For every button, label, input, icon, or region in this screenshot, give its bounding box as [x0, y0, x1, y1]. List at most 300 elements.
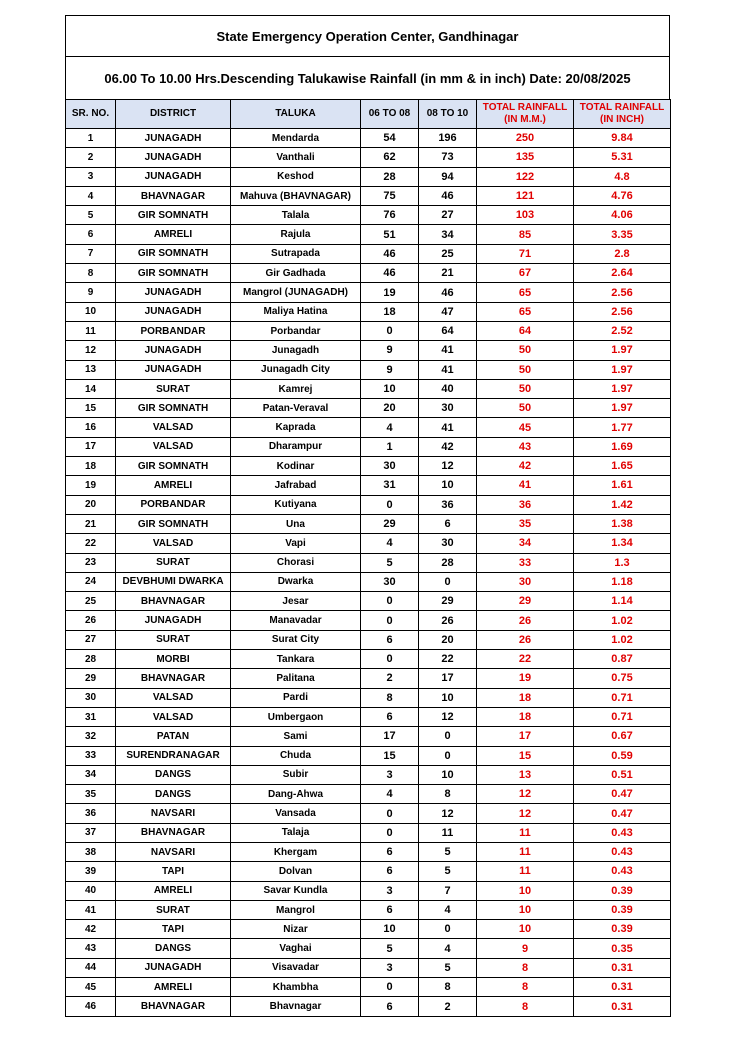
cell-sr-no: 39 — [66, 862, 116, 881]
cell-total-mm: 8 — [477, 978, 574, 997]
cell-total-mm: 50 — [477, 360, 574, 379]
cell-sr-no: 19 — [66, 476, 116, 495]
table-row — [66, 534, 671, 553]
cell-08-to-10: 6 — [419, 514, 477, 533]
cell-district: SURAT — [116, 553, 231, 572]
cell-district: VALSAD — [116, 707, 231, 726]
cell-06-to-08: 62 — [361, 148, 419, 167]
cell-08-to-10: 21 — [419, 264, 477, 283]
cell-06-to-08: 0 — [361, 978, 419, 997]
cell-district: JUNAGADH — [116, 611, 231, 630]
header-total-mm-line1: TOTAL RAINFALL — [482, 102, 568, 113]
cell-total-mm: 26 — [477, 611, 574, 630]
cell-total-inch: 0.59 — [574, 746, 671, 765]
cell-district: PATAN — [116, 727, 231, 746]
cell-district: JUNAGADH — [116, 167, 231, 186]
cell-district: DANGS — [116, 765, 231, 784]
header-total-inch — [574, 100, 671, 129]
table-row — [66, 379, 671, 398]
header-total-inch-line2: (IN INCH) — [600, 114, 644, 125]
cell-total-mm: 29 — [477, 592, 574, 611]
cell-total-inch: 0.67 — [574, 727, 671, 746]
cell-taluka: Keshod — [231, 167, 361, 186]
cell-sr-no: 45 — [66, 978, 116, 997]
table-row — [66, 457, 671, 476]
table-row — [66, 785, 671, 804]
cell-total-mm: 12 — [477, 804, 574, 823]
cell-taluka: Jafrabad — [231, 476, 361, 495]
cell-taluka: Manavadar — [231, 611, 361, 630]
cell-taluka: Mahuva (BHAVNAGAR) — [231, 186, 361, 205]
cell-06-to-08: 5 — [361, 939, 419, 958]
cell-total-inch: 0.43 — [574, 842, 671, 861]
cell-sr-no: 18 — [66, 457, 116, 476]
cell-district: AMRELI — [116, 476, 231, 495]
cell-district: SURAT — [116, 379, 231, 398]
cell-total-mm: 103 — [477, 206, 574, 225]
cell-district: PORBANDAR — [116, 321, 231, 340]
cell-sr-no: 2 — [66, 148, 116, 167]
cell-08-to-10: 4 — [419, 939, 477, 958]
cell-total-inch: 0.87 — [574, 650, 671, 669]
cell-06-to-08: 3 — [361, 881, 419, 900]
cell-district: MORBI — [116, 650, 231, 669]
table-row — [66, 958, 671, 977]
cell-taluka: Junagadh — [231, 341, 361, 360]
cell-06-to-08: 76 — [361, 206, 419, 225]
cell-06-to-08: 6 — [361, 707, 419, 726]
table-row — [66, 746, 671, 765]
cell-total-mm: 50 — [477, 399, 574, 418]
cell-06-to-08: 54 — [361, 129, 419, 148]
report-subtitle: 06.00 To 10.00 Hrs.Descending Talukawise Rainfall (in mm & in inch) Date: 20/08/2025 — [65, 56, 670, 99]
cell-sr-no: 33 — [66, 746, 116, 765]
cell-sr-no: 22 — [66, 534, 116, 553]
cell-06-to-08: 0 — [361, 592, 419, 611]
cell-taluka: Vansada — [231, 804, 361, 823]
table-row — [66, 804, 671, 823]
header-08-to-10: 08 TO 10 — [419, 100, 477, 129]
cell-district: JUNAGADH — [116, 283, 231, 302]
cell-taluka: Dang-Ahwa — [231, 785, 361, 804]
cell-district: SURAT — [116, 900, 231, 919]
cell-taluka: Savar Kundla — [231, 881, 361, 900]
cell-sr-no: 25 — [66, 592, 116, 611]
cell-district: DEVBHUMI DWARKA — [116, 572, 231, 591]
cell-06-to-08: 75 — [361, 186, 419, 205]
cell-district: GIR SOMNATH — [116, 514, 231, 533]
cell-total-inch: 1.97 — [574, 341, 671, 360]
cell-taluka: Palitana — [231, 669, 361, 688]
cell-sr-no: 37 — [66, 823, 116, 842]
cell-total-mm: 9 — [477, 939, 574, 958]
cell-08-to-10: 11 — [419, 823, 477, 842]
cell-total-inch: 0.39 — [574, 881, 671, 900]
cell-sr-no: 43 — [66, 939, 116, 958]
cell-total-inch: 0.47 — [574, 785, 671, 804]
table-row — [66, 514, 671, 533]
cell-sr-no: 28 — [66, 650, 116, 669]
table-row — [66, 765, 671, 784]
cell-total-inch: 2.56 — [574, 283, 671, 302]
cell-total-inch: 4.76 — [574, 186, 671, 205]
cell-08-to-10: 12 — [419, 804, 477, 823]
cell-taluka: Vanthali — [231, 148, 361, 167]
cell-sr-no: 46 — [66, 997, 116, 1016]
table-row — [66, 920, 671, 939]
cell-total-inch: 2.56 — [574, 302, 671, 321]
cell-06-to-08: 18 — [361, 302, 419, 321]
cell-sr-no: 23 — [66, 553, 116, 572]
cell-total-inch: 0.43 — [574, 862, 671, 881]
cell-taluka: Rajula — [231, 225, 361, 244]
cell-06-to-08: 0 — [361, 321, 419, 340]
cell-district: SURENDRANAGAR — [116, 746, 231, 765]
table-row — [66, 650, 671, 669]
cell-sr-no: 9 — [66, 283, 116, 302]
cell-total-inch: 1.97 — [574, 360, 671, 379]
table-row — [66, 669, 671, 688]
cell-taluka: Junagadh City — [231, 360, 361, 379]
cell-total-inch: 4.06 — [574, 206, 671, 225]
cell-06-to-08: 29 — [361, 514, 419, 533]
cell-06-to-08: 4 — [361, 418, 419, 437]
table-row — [66, 862, 671, 881]
header-06-to-08: 06 TO 08 — [361, 100, 419, 129]
cell-08-to-10: 20 — [419, 630, 477, 649]
cell-total-inch: 1.14 — [574, 592, 671, 611]
cell-district: NAVSARI — [116, 804, 231, 823]
cell-06-to-08: 6 — [361, 900, 419, 919]
cell-08-to-10: 22 — [419, 650, 477, 669]
cell-08-to-10: 25 — [419, 244, 477, 263]
cell-sr-no: 16 — [66, 418, 116, 437]
cell-total-mm: 10 — [477, 900, 574, 919]
cell-taluka: Umbergaon — [231, 707, 361, 726]
cell-taluka: Una — [231, 514, 361, 533]
cell-taluka: Mangrol (JUNAGADH) — [231, 283, 361, 302]
cell-district: AMRELI — [116, 225, 231, 244]
cell-sr-no: 27 — [66, 630, 116, 649]
cell-sr-no: 13 — [66, 360, 116, 379]
cell-06-to-08: 6 — [361, 842, 419, 861]
cell-total-mm: 12 — [477, 785, 574, 804]
cell-sr-no: 1 — [66, 129, 116, 148]
header-row — [66, 100, 671, 129]
cell-sr-no: 38 — [66, 842, 116, 861]
cell-08-to-10: 47 — [419, 302, 477, 321]
cell-06-to-08: 0 — [361, 804, 419, 823]
cell-06-to-08: 8 — [361, 688, 419, 707]
cell-district: JUNAGADH — [116, 302, 231, 321]
cell-08-to-10: 0 — [419, 920, 477, 939]
cell-08-to-10: 7 — [419, 881, 477, 900]
cell-total-inch: 2.8 — [574, 244, 671, 263]
cell-total-mm: 250 — [477, 129, 574, 148]
cell-district: JUNAGADH — [116, 958, 231, 977]
header-total-mm-line2: (IN M.M.) — [504, 114, 546, 125]
table-row — [66, 186, 671, 205]
cell-total-inch: 1.69 — [574, 437, 671, 456]
cell-taluka: Gir Gadhada — [231, 264, 361, 283]
cell-total-inch: 1.18 — [574, 572, 671, 591]
cell-08-to-10: 30 — [419, 399, 477, 418]
cell-sr-no: 5 — [66, 206, 116, 225]
cell-06-to-08: 2 — [361, 669, 419, 688]
cell-total-mm: 135 — [477, 148, 574, 167]
cell-district: BHAVNAGAR — [116, 997, 231, 1016]
cell-sr-no: 24 — [66, 572, 116, 591]
cell-sr-no: 35 — [66, 785, 116, 804]
cell-taluka: Sami — [231, 727, 361, 746]
cell-08-to-10: 0 — [419, 572, 477, 591]
table-body — [66, 129, 671, 1017]
table-row — [66, 630, 671, 649]
cell-taluka: Bhavnagar — [231, 997, 361, 1016]
table-row — [66, 881, 671, 900]
cell-total-inch: 2.52 — [574, 321, 671, 340]
cell-total-inch: 0.39 — [574, 920, 671, 939]
cell-08-to-10: 8 — [419, 785, 477, 804]
cell-district: TAPI — [116, 862, 231, 881]
cell-sr-no: 44 — [66, 958, 116, 977]
cell-total-mm: 30 — [477, 572, 574, 591]
cell-08-to-10: 26 — [419, 611, 477, 630]
cell-06-to-08: 6 — [361, 862, 419, 881]
table-row — [66, 727, 671, 746]
cell-08-to-10: 41 — [419, 360, 477, 379]
table-row — [66, 341, 671, 360]
table-row — [66, 997, 671, 1016]
cell-08-to-10: 64 — [419, 321, 477, 340]
cell-total-inch: 0.51 — [574, 765, 671, 784]
cell-06-to-08: 30 — [361, 457, 419, 476]
cell-08-to-10: 29 — [419, 592, 477, 611]
header-total-mm — [477, 100, 574, 129]
table-row — [66, 129, 671, 148]
cell-total-mm: 71 — [477, 244, 574, 263]
cell-sr-no: 8 — [66, 264, 116, 283]
cell-total-inch: 0.47 — [574, 804, 671, 823]
cell-total-mm: 122 — [477, 167, 574, 186]
cell-06-to-08: 6 — [361, 997, 419, 1016]
table-row — [66, 148, 671, 167]
cell-total-mm: 15 — [477, 746, 574, 765]
cell-06-to-08: 1 — [361, 437, 419, 456]
cell-taluka: Jesar — [231, 592, 361, 611]
cell-sr-no: 31 — [66, 707, 116, 726]
cell-district: VALSAD — [116, 437, 231, 456]
cell-08-to-10: 12 — [419, 457, 477, 476]
cell-total-mm: 19 — [477, 669, 574, 688]
cell-total-inch: 0.71 — [574, 688, 671, 707]
cell-total-mm: 67 — [477, 264, 574, 283]
cell-08-to-10: 5 — [419, 842, 477, 861]
cell-district: JUNAGADH — [116, 360, 231, 379]
cell-total-inch: 1.77 — [574, 418, 671, 437]
cell-district: DANGS — [116, 785, 231, 804]
cell-total-inch: 1.42 — [574, 495, 671, 514]
cell-total-mm: 8 — [477, 958, 574, 977]
cell-08-to-10: 10 — [419, 688, 477, 707]
cell-06-to-08: 6 — [361, 630, 419, 649]
cell-06-to-08: 20 — [361, 399, 419, 418]
table-row — [66, 283, 671, 302]
cell-08-to-10: 0 — [419, 727, 477, 746]
cell-08-to-10: 34 — [419, 225, 477, 244]
cell-total-mm: 50 — [477, 341, 574, 360]
table-row — [66, 418, 671, 437]
cell-total-inch: 0.71 — [574, 707, 671, 726]
header-sr-no: SR. NO. — [66, 100, 116, 129]
table-row — [66, 553, 671, 572]
cell-total-inch: 0.31 — [574, 958, 671, 977]
cell-06-to-08: 4 — [361, 785, 419, 804]
cell-district: BHAVNAGAR — [116, 186, 231, 205]
cell-taluka: Pardi — [231, 688, 361, 707]
cell-total-mm: 18 — [477, 688, 574, 707]
table-row — [66, 823, 671, 842]
table-row — [66, 437, 671, 456]
cell-district: VALSAD — [116, 688, 231, 707]
cell-total-inch: 9.84 — [574, 129, 671, 148]
table-row — [66, 399, 671, 418]
cell-total-mm: 50 — [477, 379, 574, 398]
cell-taluka: Sutrapada — [231, 244, 361, 263]
cell-sr-no: 6 — [66, 225, 116, 244]
cell-08-to-10: 41 — [419, 418, 477, 437]
cell-total-mm: 11 — [477, 842, 574, 861]
cell-total-inch: 0.31 — [574, 997, 671, 1016]
cell-08-to-10: 17 — [419, 669, 477, 688]
cell-06-to-08: 28 — [361, 167, 419, 186]
cell-sr-no: 29 — [66, 669, 116, 688]
cell-taluka: Kutiyana — [231, 495, 361, 514]
cell-taluka: Vaghai — [231, 939, 361, 958]
cell-sr-no: 36 — [66, 804, 116, 823]
cell-total-mm: 10 — [477, 881, 574, 900]
cell-district: GIR SOMNATH — [116, 206, 231, 225]
cell-district: SURAT — [116, 630, 231, 649]
cell-08-to-10: 12 — [419, 707, 477, 726]
cell-district: AMRELI — [116, 881, 231, 900]
cell-08-to-10: 10 — [419, 476, 477, 495]
cell-taluka: Khergam — [231, 842, 361, 861]
cell-total-inch: 0.31 — [574, 978, 671, 997]
cell-total-inch: 5.31 — [574, 148, 671, 167]
cell-total-inch: 1.34 — [574, 534, 671, 553]
cell-total-inch: 1.38 — [574, 514, 671, 533]
cell-08-to-10: 2 — [419, 997, 477, 1016]
cell-sr-no: 41 — [66, 900, 116, 919]
cell-total-inch: 0.39 — [574, 900, 671, 919]
table-row — [66, 321, 671, 340]
table-row — [66, 978, 671, 997]
cell-total-mm: 34 — [477, 534, 574, 553]
cell-district: BHAVNAGAR — [116, 669, 231, 688]
cell-taluka: Khambha — [231, 978, 361, 997]
cell-total-inch: 1.02 — [574, 611, 671, 630]
cell-district: BHAVNAGAR — [116, 592, 231, 611]
cell-sr-no: 17 — [66, 437, 116, 456]
cell-sr-no: 34 — [66, 765, 116, 784]
cell-06-to-08: 0 — [361, 611, 419, 630]
cell-taluka: Surat City — [231, 630, 361, 649]
cell-taluka: Chuda — [231, 746, 361, 765]
cell-sr-no: 10 — [66, 302, 116, 321]
cell-08-to-10: 30 — [419, 534, 477, 553]
cell-06-to-08: 46 — [361, 264, 419, 283]
cell-taluka: Kaprada — [231, 418, 361, 437]
cell-district: JUNAGADH — [116, 129, 231, 148]
cell-taluka: Porbandar — [231, 321, 361, 340]
cell-taluka: Nizar — [231, 920, 361, 939]
table-row — [66, 244, 671, 263]
cell-total-mm: 35 — [477, 514, 574, 533]
cell-sr-no: 26 — [66, 611, 116, 630]
cell-total-inch: 3.35 — [574, 225, 671, 244]
cell-sr-no: 3 — [66, 167, 116, 186]
header-total-inch-line1: TOTAL RAINFALL — [579, 102, 665, 113]
cell-06-to-08: 10 — [361, 379, 419, 398]
cell-total-inch: 1.02 — [574, 630, 671, 649]
cell-06-to-08: 30 — [361, 572, 419, 591]
cell-district: PORBANDAR — [116, 495, 231, 514]
table-row — [66, 495, 671, 514]
cell-total-mm: 64 — [477, 321, 574, 340]
cell-total-mm: 22 — [477, 650, 574, 669]
cell-total-mm: 8 — [477, 997, 574, 1016]
table-row — [66, 842, 671, 861]
cell-06-to-08: 0 — [361, 823, 419, 842]
table-row — [66, 611, 671, 630]
cell-taluka: Talaja — [231, 823, 361, 842]
cell-taluka: Talala — [231, 206, 361, 225]
cell-06-to-08: 3 — [361, 765, 419, 784]
cell-district: DANGS — [116, 939, 231, 958]
cell-06-to-08: 51 — [361, 225, 419, 244]
table-row — [66, 939, 671, 958]
cell-total-inch: 0.75 — [574, 669, 671, 688]
cell-sr-no: 15 — [66, 399, 116, 418]
table-row — [66, 476, 671, 495]
cell-08-to-10: 27 — [419, 206, 477, 225]
cell-06-to-08: 0 — [361, 495, 419, 514]
cell-sr-no: 40 — [66, 881, 116, 900]
cell-sr-no: 4 — [66, 186, 116, 205]
cell-06-to-08: 3 — [361, 958, 419, 977]
table-row — [66, 206, 671, 225]
header-taluka: TALUKA — [231, 100, 361, 129]
cell-06-to-08: 5 — [361, 553, 419, 572]
cell-06-to-08: 17 — [361, 727, 419, 746]
cell-08-to-10: 4 — [419, 900, 477, 919]
cell-district: AMRELI — [116, 978, 231, 997]
table-row — [66, 900, 671, 919]
cell-total-mm: 121 — [477, 186, 574, 205]
cell-taluka: Patan-Veraval — [231, 399, 361, 418]
cell-sr-no: 11 — [66, 321, 116, 340]
cell-total-mm: 33 — [477, 553, 574, 572]
cell-taluka: Kodinar — [231, 457, 361, 476]
cell-total-inch: 2.64 — [574, 264, 671, 283]
cell-total-inch: 0.43 — [574, 823, 671, 842]
cell-taluka: Chorasi — [231, 553, 361, 572]
cell-total-mm: 26 — [477, 630, 574, 649]
cell-sr-no: 30 — [66, 688, 116, 707]
cell-sr-no: 20 — [66, 495, 116, 514]
cell-total-inch: 1.65 — [574, 457, 671, 476]
